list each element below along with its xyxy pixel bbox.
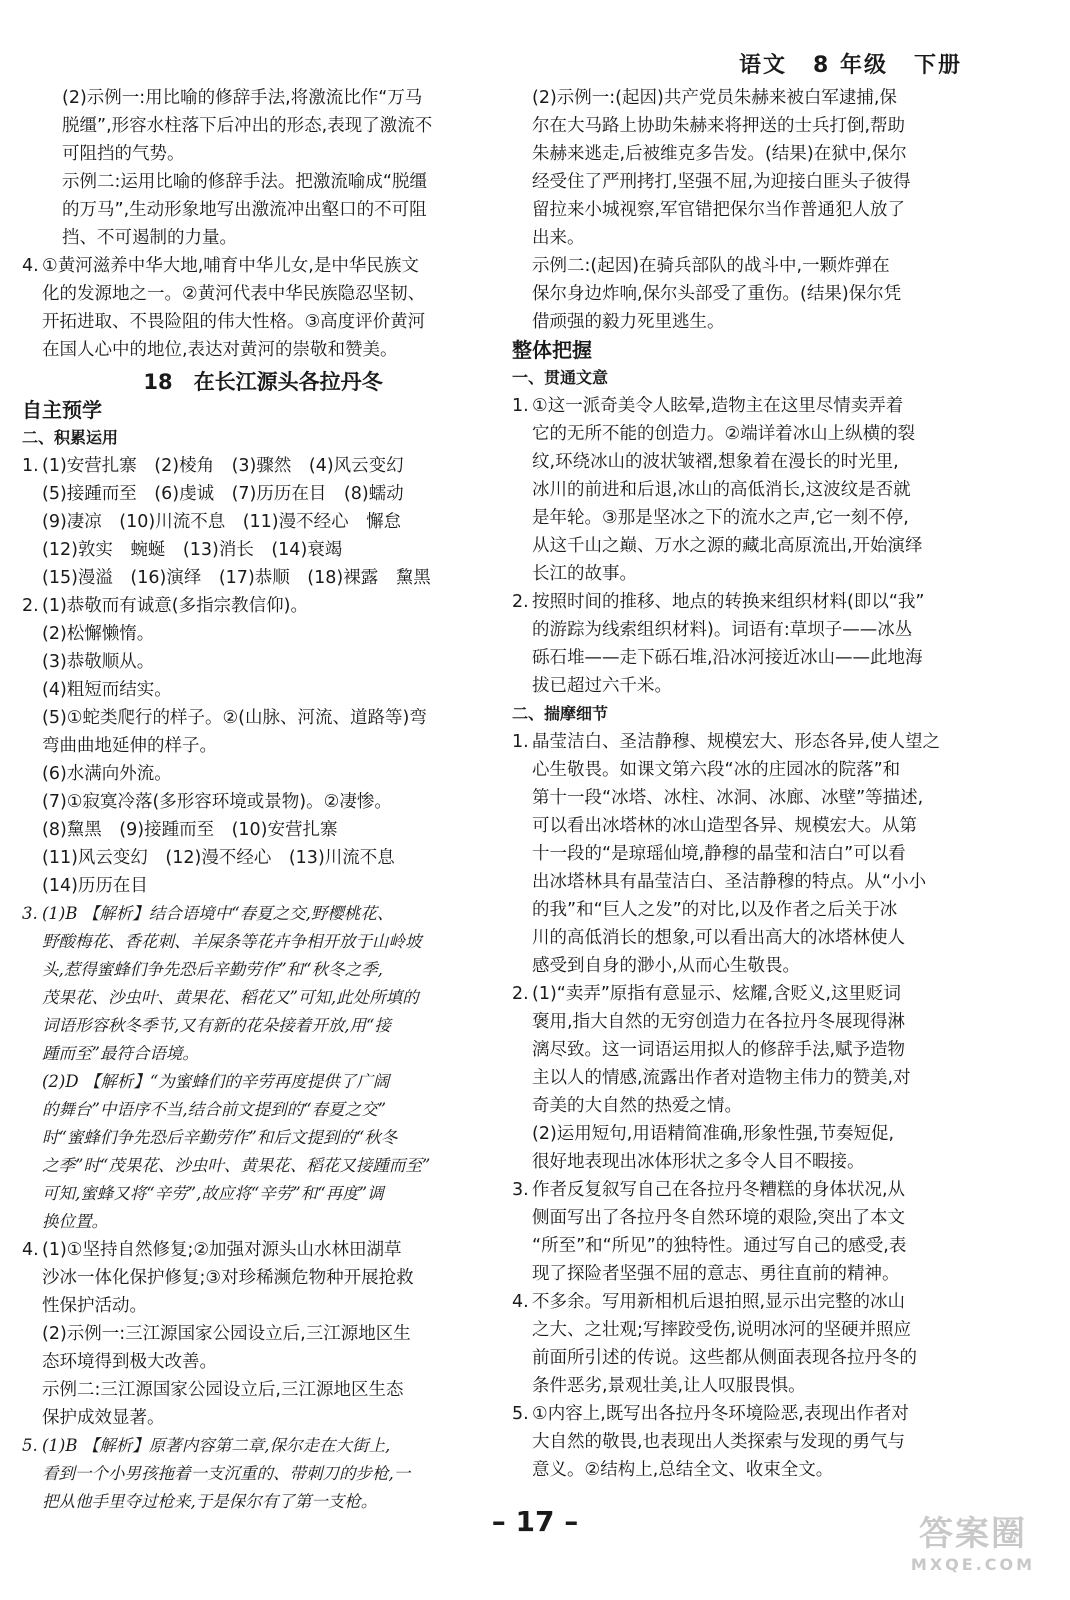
watermark-text: 答案圈 [919,1514,1027,1554]
text-line: 纹,环绕冰山的波状皱褶,想象着在漫长的时光里, [532,452,899,472]
text-line: 十一段的“是琼瑶仙境,静穆的晶莹和洁白”可以看 [532,844,906,864]
text-line: 看到一个小男孩拖着一支沉重的、带刺刀的步枪,一 [42,1464,411,1483]
right-column [512,84,994,1484]
text-line: 条件恶劣,景观壮美,让人叹服畏惧。 [532,1376,806,1396]
page-header [713,48,962,79]
text-line: ①这一派奇美令人眩晕,造物主在这里尽情卖弄着 [532,396,904,416]
text-line: 的游踪为线索组织材料)。词语有:草坝子——冰丛 [532,620,913,640]
text-line: 换位置。 [42,1212,108,1231]
question-number: 2. [512,592,529,612]
text-line: 脱缰”,形容水柱落下后冲出的形态,表现了激流不 [62,116,433,136]
text-line: 性保护活动。 [42,1296,147,1316]
text-line: 大自然的敬畏,也表现出人类探索与发现的勇气与 [532,1432,906,1452]
answer-block [22,592,504,900]
question-number: 1. [22,456,39,476]
text-line: 是年轮。③那是坚冰之下的流水之声,它一刻不停, [532,508,909,528]
text-line: 现了探险者坚强不屈的意志、勇往直前的精神。 [532,1264,900,1284]
text-line: (14)历历在目 [42,876,148,896]
answer-block [512,1176,994,1288]
text-line: 按照时间的推移、地点的转换来组织材料(即以“我” [532,592,925,612]
header-subject: 语文 [739,53,788,78]
text-line: 可阻挡的气势。 [62,144,185,164]
subsection-heading: 二、揣摩细节 [512,704,609,723]
question-number: 4. [22,256,39,276]
text-line: 保尔身边炸响,保尔头部受了重伤。(结果)保尔凭 [532,284,902,304]
section-heading: 自主预学 [22,398,102,422]
text-line: 出冰塔林具有晶莹洁白、圣洁静穆的特点。从“小小 [532,872,927,892]
text-line: (5)①蛇类爬行的样子。②(山脉、河流、道路等)弯 [42,708,427,728]
question-number: 3. [512,1180,529,1200]
text-line: (3)恭敬顺从。 [42,652,155,672]
text-line: 茂果花、沙虫叶、黄果花、稻花又”可知,此处所填的 [42,988,419,1007]
text-line: 奇美的大自然的热爱之情。 [532,1096,742,1116]
text-line: (8)黧黑 (9)接踵而至 (10)安营扎寨 [42,820,338,840]
question-number: 3. [22,904,38,923]
text-line: (6)水满向外流。 [42,764,172,784]
text-line: 感受到自身的渺小,从而心生敬畏。 [532,956,801,976]
subsection-heading: 二、积累运用 [22,428,119,447]
text-line: ①内容上,既写出各拉丹冬环境险恶,表现出作者对 [532,1404,909,1424]
question-number: 2. [22,596,39,616]
text-line: 很好地表现出冰体形状之多令人目不暇接。 [532,1152,865,1172]
section-heading: 整体把握 [512,338,592,362]
answer-block [22,252,504,364]
text-line: 时“蜜蜂们争先恐后辛勤劳作”和后文提到的“秋冬 [42,1128,398,1147]
text-line: 作者反复叙写自己在各拉丹冬糟糕的身体状况,从 [532,1180,906,1200]
text-line: 把从他手里夺过枪来,于是保尔有了第一支枪。 [42,1492,378,1511]
text-line: (1)①坚持自然修复;②加强对源头山水林田湖草 [42,1240,402,1260]
answer-block [512,728,994,980]
text-line: 弯曲曲地延伸的样子。 [42,736,217,756]
text-line: 开拓进取、不畏险阻的伟大性格。③高度评价黄河 [42,312,426,332]
text-line: 可以看出冰塔林的冰山造型各异、规模宏大。从第 [532,816,917,836]
text-line: (2)松懈懒惰。 [42,624,155,644]
text-line: (1)B 【解析】结合语境中“春夏之交,野樱桃花、 [42,904,394,923]
question-number: 4. [512,1292,529,1312]
answer-block [22,900,504,1236]
text-line: 砾石堆——走下砾石堆,沿冰河接近冰山——此地海 [532,648,923,668]
text-line: (2)示例一:三江源国家公园设立后,三江源地区生 [42,1324,411,1344]
text-line: 之季”时“茂果花、沙虫叶、黄果花、稻花又接踵而至” [42,1156,431,1175]
text-line: (9)凄凉 (10)川流不息 (11)漫不经心 懈怠 [42,512,402,532]
text-line: 侧面写出了各拉丹冬自然环境的艰险,突出了本文 [532,1208,906,1228]
text-line: 头,惹得蜜蜂们争先恐后辛勤劳作”和“秋冬之季, [42,960,383,979]
answer-block [512,1400,994,1484]
subsection-heading: 一、贯通文意 [512,368,609,387]
text-line: (12)敦实 蜿蜒 (13)消长 (14)衰竭 [42,540,343,560]
answer-block [512,392,994,588]
header-grade: 8 年级 [813,53,888,78]
lesson-title: 18 在长江源头各拉丹冬 [143,370,383,394]
question-number: 1. [512,396,529,416]
text-line: (2)D 【解析】“为蜜蜂们的辛劳再度提供了广阔 [42,1072,390,1091]
text-line: 意义。②结构上,总结全文、收束全文。 [532,1460,834,1480]
text-line: 它的无所不能的创造力。②端详着冰山上纵横的裂 [532,424,916,444]
text-line: 沙冰一体化保护修复;③对珍稀濒危物种开展抢救 [42,1268,414,1288]
question-number: 5. [512,1404,529,1424]
text-line: 可知,蜜蜂又将“辛劳”,故应将“辛劳”和“再度”调 [42,1184,384,1203]
answer-block [512,1288,994,1400]
text-line: 朱赫来逃走,后被维克多告发。(结果)在狱中,保尔 [532,144,907,164]
text-line: 示例二:(起因)在骑兵部队的战斗中,一颗炸弹在 [532,256,890,276]
text-line: (11)风云变幻 (12)漫不经心 (13)川流不息 [42,848,395,868]
text-line: (1)B 【解析】原著内容第二章,保尔走在大街上, [42,1436,391,1455]
text-line: 川的高低消长的想象,可以看出高大的冰塔林使人 [532,928,906,948]
text-line: 长江的故事。 [532,564,637,584]
text-line: (1)安营扎寨 (2)棱角 (3)骤然 (4)风云变幻 [42,456,404,476]
text-line: 的万马”,生动形象地写出激流冲出壑口的不可阻 [62,200,427,220]
text-line: 不多余。写用新相机后退拍照,显示出完整的冰山 [532,1292,906,1312]
text-line: 示例二:三江源国家公园设立后,三江源地区生态 [42,1380,404,1400]
answer-block [22,1236,504,1432]
text-line: 的舞台”中语序不当,结合前文提到的“春夏之交” [42,1100,387,1119]
text-line: 尔在大马路上协助朱赫来将押送的士兵打倒,帮助 [532,116,906,136]
text-line: ①黄河滋养中华大地,哺育中华儿女,是中华民族文 [42,256,419,276]
text-line: 心生敬畏。如课文第六段“冰的庄园冰的院落”和 [532,760,901,780]
page-number: – 17 – [491,1505,579,1538]
text-line: 冰川的前进和后退,冰山的高低消长,这波纹是否就 [532,480,911,500]
left-column [22,84,504,1516]
text-line: 化的发源地之一。②黄河代表中华民族隐忍坚韧、 [42,284,426,304]
text-line: 之大、之壮观;写摔跤受伤,说明冰河的坚硬并照应 [532,1320,911,1340]
text-line: 野酸梅花、香花刺、羊屎条等花卉争相开放于山岭坡 [42,932,422,951]
text-line: (2)运用短句,用语精简准确,形象性强,节奏短促, [532,1124,895,1144]
text-line: 借顽强的毅力死里逃生。 [532,312,725,332]
answer-block [512,588,994,700]
text-line: 前面所引述的传说。这些都从侧面表现各拉丹冬的 [532,1348,917,1368]
question-number: 2. [512,984,529,1004]
text-line: 挡、不可遏制的力量。 [62,228,237,248]
text-line: 主以人的情感,流露出作者对造物主伟力的赞美,对 [532,1068,911,1088]
question-number: 4. [22,1240,39,1260]
header-volume: 下册 [913,53,962,78]
text-line: 的我”和“巨人之发”的对比,以及作者之后关于冰 [532,900,898,920]
text-line: 示例二:运用比喻的修辞手法。把激流喻成“脱缰 [62,172,427,192]
text-line: 踵而至”最符合语境。 [42,1044,199,1063]
text-line: “所至”和“所见”的独特性。通过写自己的感受,表 [532,1236,907,1256]
text-line: 词语形容秋冬季节,又有新的花朵接着开放,用“接 [42,1016,391,1035]
text-line: (2)示例一:用比喻的修辞手法,将激流比作“万马 [62,88,423,108]
text-line: 出来。 [532,228,585,248]
text-line: (1)恭敬而有诚意(多指宗教信仰)。 [42,596,308,616]
text-line: 第十一段“冰塔、冰柱、冰洞、冰廊、冰壁”等描述, [532,788,924,808]
text-line: (4)粗短而结实。 [42,680,172,700]
answer-block [22,1432,504,1516]
text-line: 从这千山之巅、万水之源的藏北高原流出,开始演绎 [532,536,923,556]
watermark-url: MXQE.COM [910,1555,1036,1574]
text-line: 保护成效显著。 [42,1408,165,1428]
text-line: (2)示例一:(起因)共产党员朱赫来被白军逮捕,保 [532,88,897,108]
text-line: 褒用,指大自然的无穷创造力在各拉丹冬展现得淋 [532,1012,906,1032]
text-line: 漓尽致。这一词语运用拟人的修辞手法,赋予造物 [532,1040,906,1060]
text-line: 在国人心中的地位,表达对黄河的崇敬和赞美。 [42,340,398,360]
text-line: 态环境得到极大改善。 [42,1352,217,1372]
answer-block [512,980,994,1176]
text-line: (15)漫溢 (16)演绎 (17)恭顺 (18)裸露 黧黑 [42,568,431,588]
answer-block [22,84,504,252]
question-number: 5. [22,1436,38,1455]
text-line: (7)①寂寞冷落(多形容环境或景物)。②凄惨。 [42,792,392,812]
text-line: 经受住了严刑拷打,坚强不屈,为迎接白匪头子彼得 [532,172,911,192]
answer-block [22,452,504,592]
question-number: 1. [512,732,529,752]
text-line: 留拉来小城视察,军官错把保尔当作普通犯人放了 [532,200,906,220]
text-line: 晶莹洁白、圣洁静穆、规模宏大、形态各异,使人望之 [532,732,941,752]
text-line: (1)“卖弄”原指有意显示、炫耀,含贬义,这里贬词 [532,984,902,1004]
answer-block [512,84,994,336]
text-line: 拔已超过六千米。 [532,676,672,696]
watermark-logo [898,1514,1048,1582]
text-line: (5)接踵而至 (6)虔诚 (7)历历在目 (8)蠕动 [42,484,404,504]
